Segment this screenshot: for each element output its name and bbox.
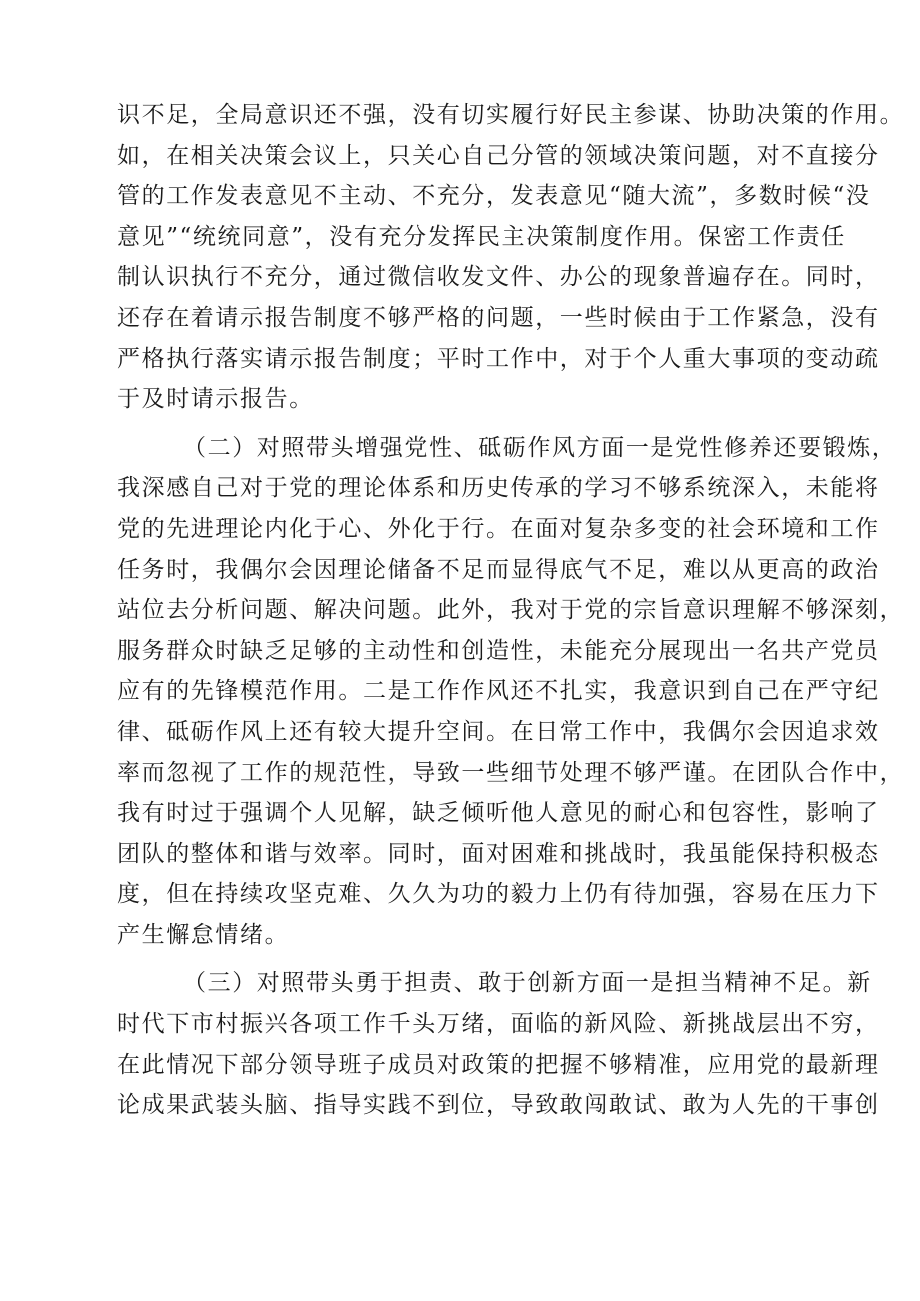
text-line: 如，在相关决策会议上，只关心自己分管的领域决策问题，对不直接分	[117, 142, 880, 169]
section-heading-line: （三）对照带头勇于担责、敢于创新方面一是担当精神不足。新	[183, 970, 872, 997]
text-line: 意见”“统统同意”，没有充分发挥民主决策制度作用。保密工作责任	[117, 223, 846, 250]
text-line: 制认识执行不充分，通过微信收发文件、办公的现象普遍存在。同时，	[117, 264, 880, 291]
text-line: 党的先进理论内化于心、外化于行。在面对复杂多变的社会环境和工作	[117, 515, 880, 542]
text-line: 任务时，我偶尔会因理论储备不足而显得底气不足，难以从更高的政治	[117, 556, 880, 583]
text-line: 应有的先锋模范作用。二是工作作风还不扎实，我意识到自己在严守纪	[117, 678, 880, 705]
text-line: 站位去分析问题、解决问题。此外，我对于党的宗旨意识理解不够深刻，	[117, 597, 905, 624]
text-line: 管的工作发表意见不主动、不充分，发表意见“随大流”，多数时候“没	[117, 183, 871, 210]
text-line: 时代下市村振兴各项工作千头万绪，面临的新风险、新挑战层出不穷，	[117, 1011, 880, 1038]
text-line: 率而忽视了工作的规范性，导致一些细节处理不够严谨。在团队合作中，	[117, 759, 905, 786]
text-line: 在此情况下部分领导班子成员对政策的把握不够精准，应用党的最新理	[117, 1051, 880, 1078]
text-line: 律、砥砺作风上还有较大提升空间。在日常工作中，我偶尔会因追求效	[117, 718, 880, 745]
section-heading-line: （二）对照带头增强党性、砥砺作风方面一是党性修养还要锻炼，	[183, 434, 897, 461]
text-line: 团队的整体和谐与效率。同时，面对困难和挑战时，我虽能保持积极态	[117, 840, 880, 867]
text-line: 于及时请示报告。	[117, 386, 314, 413]
text-line: 度，但在持续攻坚克难、久久为功的毅力上仍有待加强，容易在压力下	[117, 881, 880, 908]
text-line: 我深感自己对于党的理论体系和历史传承的学习不够系统深入，未能将	[117, 475, 880, 502]
text-line: 严格执行落实请示报告制度；平时工作中，对于个人重大事项的变动疏	[117, 345, 880, 372]
text-line: 我有时过于强调个人见解，缺乏倾听他人意见的耐心和包容性，影响了	[117, 800, 880, 827]
text-line: 还存在着请示报告制度不够严格的问题，一些时候由于工作紧急，没有	[117, 304, 880, 331]
text-line: 论成果武装头脑、指导实践不到位，导致敢闯敢试、敢为人先的干事创	[117, 1092, 880, 1119]
text-line: 服务群众时缺乏足够的主动性和创造性，未能充分展现出一名共产党员	[117, 637, 880, 664]
text-line: 识不足，全局意识还不强，没有切实履行好民主参谋、协助决策的作用。	[117, 102, 905, 128]
text-line: 产生懈怠情绪。	[117, 921, 290, 948]
document-body	[117, 95, 905, 1126]
